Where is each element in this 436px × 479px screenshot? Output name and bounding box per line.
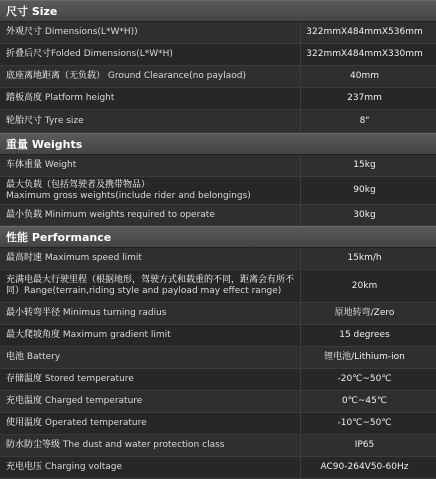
label-en: Platform height bbox=[44, 93, 115, 103]
section-header-performance: 性能 Performance bbox=[0, 226, 436, 248]
label-en: Charging voltage bbox=[44, 462, 123, 472]
spec-row-turning-radius bbox=[0, 303, 436, 325]
label-en: Maximum gradient limit bbox=[62, 330, 171, 340]
spec-row-min-weight bbox=[0, 205, 436, 226]
label-cn: 存储温度 bbox=[6, 374, 43, 384]
label-cn: 最小转弯半径 bbox=[6, 308, 61, 318]
spec-row-folded-dimensions bbox=[0, 44, 436, 66]
spec-value: 40mm bbox=[300, 66, 436, 87]
label-cn: 车体重量 bbox=[6, 160, 43, 170]
label-cn: 最高时速 bbox=[6, 253, 43, 263]
spec-value: 322mmX484mmX536mm bbox=[300, 22, 436, 43]
label-en: Ground Clearance(no paylaod) bbox=[107, 71, 246, 81]
label-en: Maximum gross weights(include rider and belongings) bbox=[6, 190, 251, 201]
spec-row-dimensions bbox=[0, 22, 436, 44]
spec-label bbox=[0, 253, 300, 264]
spec-value: 322mmX484mmX330mm bbox=[300, 44, 436, 65]
label-cn: 最小负载 bbox=[6, 209, 43, 220]
spec-label bbox=[0, 210, 300, 221]
spec-value: 20km bbox=[300, 270, 436, 302]
spec-label bbox=[0, 49, 300, 60]
label-en: Battery bbox=[26, 352, 61, 362]
section-header-size: 尺寸 Size bbox=[0, 0, 436, 22]
spec-label bbox=[0, 27, 300, 38]
performance-group bbox=[0, 248, 436, 479]
spec-value: 15kg bbox=[300, 155, 436, 176]
label-en: Dimensions(L*W*H)) bbox=[44, 27, 138, 37]
spec-value: AC90-264V50-60Hz bbox=[300, 457, 436, 478]
spec-row-stored-temperature bbox=[0, 369, 436, 391]
label-cn: 外观尺寸 bbox=[6, 27, 43, 37]
label-cn: 最大爬坡角度 bbox=[6, 330, 61, 340]
spec-value: 30kg bbox=[300, 205, 436, 225]
label-en: Weight bbox=[44, 160, 77, 170]
label-en: Maximum speed limit bbox=[44, 253, 142, 263]
spec-value: 90kg bbox=[300, 177, 436, 204]
label-cn: 踏板高度 bbox=[6, 93, 43, 103]
size-group bbox=[0, 22, 436, 133]
label-en: Stored temperature bbox=[44, 374, 134, 384]
section-header-weights: 重量 Weights bbox=[0, 133, 436, 155]
label-en: Tyre size bbox=[44, 115, 84, 126]
spec-label bbox=[0, 418, 300, 429]
spec-label bbox=[0, 180, 300, 202]
spec-row-range bbox=[0, 270, 436, 303]
spec-value: -20℃~50℃ bbox=[300, 369, 436, 390]
spec-row-protection-class bbox=[0, 435, 436, 457]
spec-value: 8" bbox=[300, 110, 436, 132]
spec-label bbox=[0, 440, 300, 451]
spec-row-charged-temperature bbox=[0, 391, 436, 413]
label-cn: 充满电最大行驶里程（根据地形，驾驶方式和载重的不同，距离会有所不同） bbox=[6, 275, 295, 296]
spec-label bbox=[0, 93, 300, 104]
weights-group bbox=[0, 155, 436, 226]
label-en: Operated temperature bbox=[44, 418, 147, 428]
spec-label bbox=[0, 396, 300, 407]
spec-label bbox=[0, 374, 300, 385]
spec-label bbox=[0, 71, 300, 82]
label-cn: 防水防尘等级 bbox=[6, 440, 61, 450]
label-en: The dust and water protection class bbox=[62, 440, 225, 450]
spec-row-gradient bbox=[0, 325, 436, 347]
label-en: Minimum weights required to operate bbox=[44, 209, 215, 220]
spec-value: 237mm bbox=[300, 88, 436, 109]
spec-value: 0℃~45℃ bbox=[300, 391, 436, 412]
spec-value: 锂电池/Lithium-ion bbox=[300, 347, 436, 368]
spec-row-ground-clearance bbox=[0, 66, 436, 88]
label-cn: 电池 bbox=[6, 352, 25, 362]
spec-label bbox=[0, 330, 300, 341]
spec-label bbox=[0, 352, 300, 363]
spec-label bbox=[0, 462, 300, 473]
spec-row-tyre-size bbox=[0, 110, 436, 133]
label-en: Folded Dimensions(L*W*H) bbox=[51, 49, 173, 59]
spec-value: 15 degrees bbox=[300, 325, 436, 346]
spec-label bbox=[0, 116, 300, 127]
spec-value: 15km/h bbox=[300, 248, 436, 269]
spec-row-weight bbox=[0, 155, 436, 177]
label-cn: 充电温度 bbox=[6, 396, 43, 406]
spec-value: 原地转弯/Zero bbox=[300, 303, 436, 324]
label-cn: 使用温度 bbox=[6, 418, 43, 428]
spec-label bbox=[0, 160, 300, 171]
label-en: Charged temperature bbox=[44, 396, 143, 406]
spec-row-max-speed bbox=[0, 248, 436, 270]
spec-label bbox=[0, 308, 300, 319]
spec-value: -10℃~50℃ bbox=[300, 413, 436, 434]
label-cn: 轮胎尺寸 bbox=[6, 115, 43, 126]
spec-row-battery bbox=[0, 347, 436, 369]
spec-value: IP65 bbox=[300, 435, 436, 456]
label-cn: 折叠后尺寸 bbox=[6, 49, 52, 59]
spec-row-platform-height bbox=[0, 88, 436, 110]
label-cn: 最大负载（包括驾驶者及携带物品） bbox=[6, 179, 151, 190]
label-cn: 底座离地距离（无负载） bbox=[6, 71, 106, 81]
spec-label bbox=[0, 275, 300, 297]
spec-row-max-gross-weight bbox=[0, 177, 436, 205]
spec-row-charging-voltage bbox=[0, 457, 436, 479]
label-cn: 充电电压 bbox=[6, 462, 43, 472]
label-en: Range(terrain,riding style and payload may effect range) bbox=[24, 286, 282, 296]
spec-row-operated-temperature bbox=[0, 413, 436, 435]
label-en: Minimus turning radius bbox=[62, 308, 167, 318]
